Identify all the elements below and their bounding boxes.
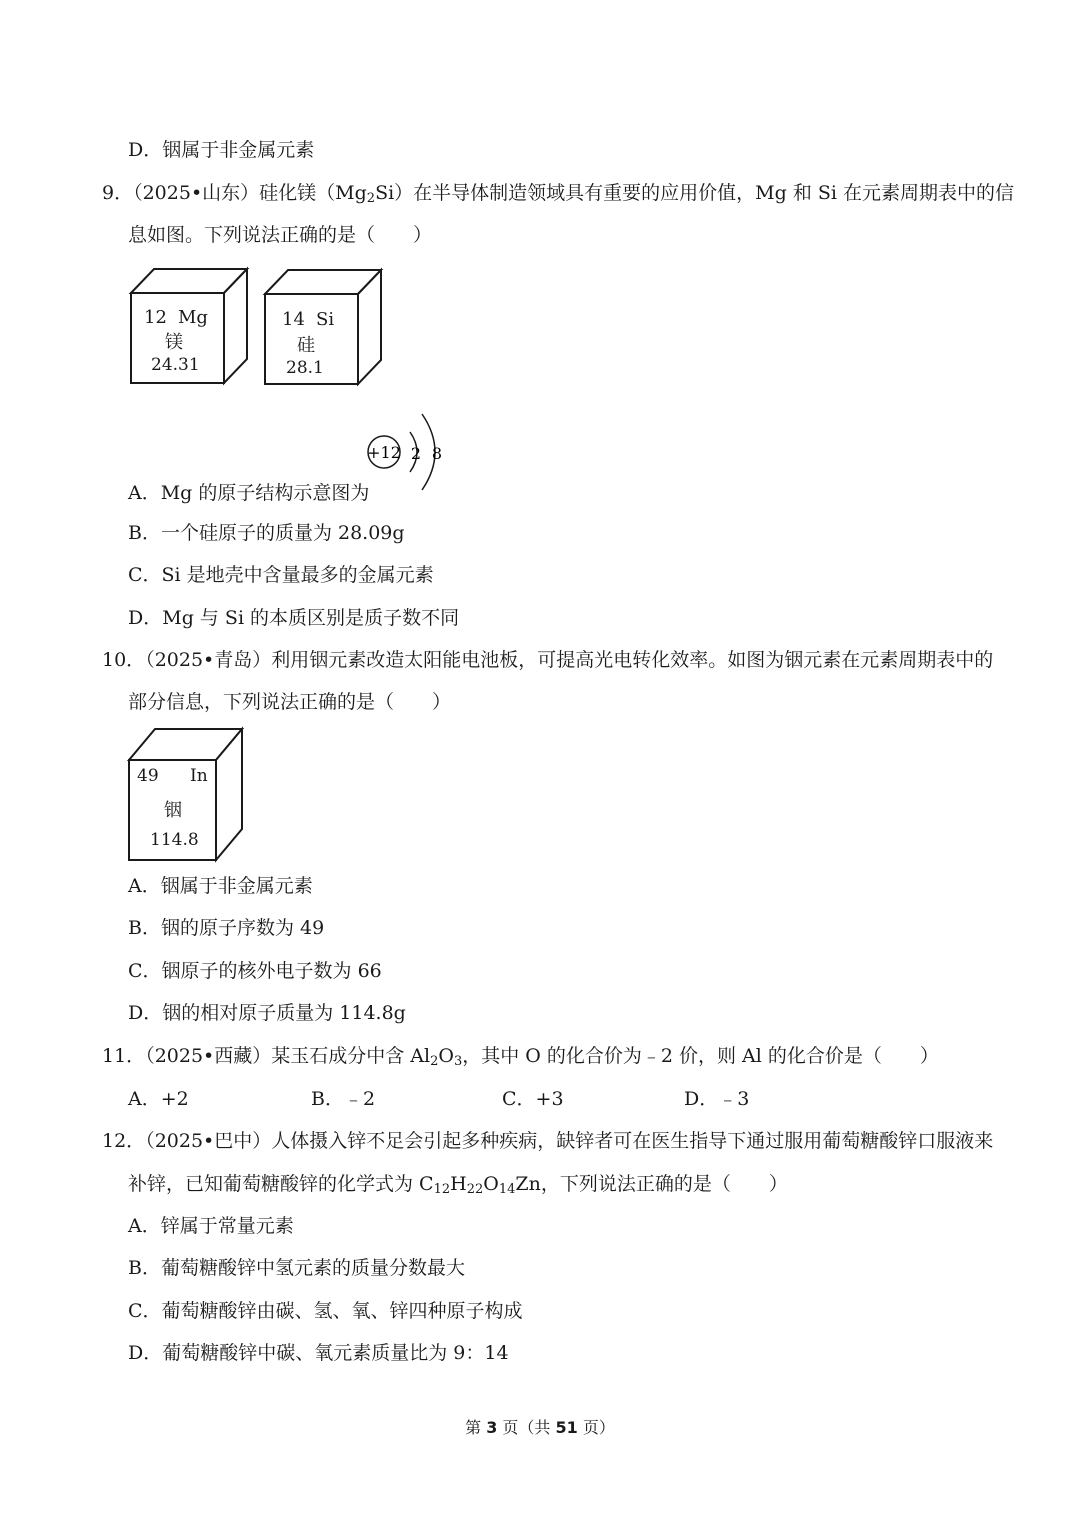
q10-option-c: C．铟原子的核外电子数为 66 (128, 960, 382, 982)
q10-option-b: B．铟的原子序数为 49 (128, 917, 325, 939)
footer-text-2: 页（共 (497, 1418, 556, 1437)
si-element-tile (262, 267, 386, 391)
in-atomic-mass: 114.8 (150, 830, 199, 850)
q9-stem-sub: 2 (366, 191, 376, 206)
mg-name: 镁 (165, 332, 183, 353)
q10-stem-text: 利用铟元素改造太阳能电池板，可提高光电转化效率。如图为铟元素在元素周期表中的 (271, 649, 994, 671)
q10-number: 10． (102, 649, 146, 671)
q12-sub-h: 22 (466, 1182, 484, 1197)
q11-stem-text-2: ，其中 O 的化合价为﹣2 价，则 Al 的化合价是（ ） (462, 1045, 939, 1067)
q11-sub-1: 2 (430, 1054, 439, 1069)
in-atomic-number: 49 (137, 766, 159, 786)
q12-stem (102, 1128, 993, 1154)
footer-page-number: 3 (486, 1418, 498, 1437)
q9-option-a: A．Mg 的原子结构示意图为 (128, 482, 370, 504)
q10-stem-line2: 部分信息，下列说法正确的是（ ） (128, 691, 452, 713)
q12-h: H (450, 1173, 467, 1195)
q12-stem-text: 人体摄入锌不足会引起多种疾病，缺锌者可在医生指导下通过服用葡萄糖酸锌口服液来 (271, 1130, 994, 1152)
q11-stem-o: O (438, 1045, 454, 1067)
q10-option-d: D．铟的相对原子质量为 114.8g (128, 1002, 406, 1024)
q10-source: （2025•青岛） (145, 649, 272, 671)
q12-option-c: C．葡萄糖酸锌由碳、氢、氧、锌四种原子构成 (128, 1300, 523, 1322)
atom-shell-1-electrons: 2 (410, 444, 422, 463)
footer-text-3: 页） (577, 1418, 615, 1437)
q12-sub-c: 12 (433, 1182, 451, 1197)
q11-option-c: C．+3 (502, 1088, 564, 1110)
si-atomic-number: 14 (282, 309, 305, 330)
footer-total-pages: 51 (555, 1418, 578, 1437)
q11-number: 11． (102, 1045, 146, 1067)
q8-option-d: D．铟属于非金属元素 (128, 139, 315, 161)
atom-shell-2-electrons: 8 (431, 444, 443, 463)
q11-stem-text-1: 某玉石成分中含 Al (271, 1045, 431, 1067)
q12-option-b: B．葡萄糖酸锌中氢元素的质量分数最大 (128, 1257, 465, 1279)
q9-stem-text-2: Si）在半导体制造领域具有重要的应用价值，Mg 和 Si 在元素周期表中的信 (375, 182, 1014, 204)
q9-stem (102, 180, 1014, 206)
q11-option-d: D．﹣3 (684, 1088, 750, 1110)
q9-stem-text-1: 硅化镁（Mg (259, 182, 367, 204)
q12-option-a: A．锌属于常量元素 (128, 1215, 294, 1237)
page-footer (0, 1417, 1080, 1439)
q9-stem-line2: 息如图。下列说法正确的是（ ） (128, 224, 433, 246)
q9-option-b: B．一个硅原子的质量为 28.09g (128, 522, 405, 544)
q9-option-d: D．Mg 与 Si 的本质区别是质子数不同 (128, 607, 460, 629)
si-name: 硅 (297, 335, 315, 356)
mg-atom-structure-diagram (362, 402, 452, 506)
q10-stem (102, 647, 993, 673)
mg-element-tile (128, 266, 252, 390)
q12-stem-line2 (128, 1171, 788, 1197)
atom-nucleus-charge: +12 (367, 443, 401, 462)
q11-option-b: B．﹣2 (311, 1088, 376, 1110)
in-element-tile (126, 726, 248, 870)
q11-option-a: A．+2 (128, 1088, 189, 1110)
in-name: 铟 (164, 800, 182, 821)
mg-symbol: Mg (178, 307, 208, 328)
q12-sub-o: 14 (498, 1182, 516, 1197)
q12-line2-text-2: Zn，下列说法正确的是（ ） (515, 1173, 788, 1195)
q9-option-c: C．Si 是地壳中含量最多的金属元素 (128, 564, 434, 586)
in-symbol: In (190, 766, 208, 786)
q12-option-d: D．葡萄糖酸锌中碳、氧元素质量比为 9：14 (128, 1342, 509, 1364)
q11-sub-2: 3 (453, 1054, 463, 1069)
si-symbol: Si (316, 309, 335, 330)
mg-atomic-mass: 24.31 (151, 355, 200, 375)
q9-number: 9． (102, 182, 134, 204)
q9-source: （2025•山东） (133, 182, 260, 204)
q12-number: 12． (102, 1130, 146, 1152)
mg-atomic-number: 12 (144, 307, 167, 328)
q10-option-a: A．铟属于非金属元素 (128, 875, 313, 897)
q12-line2-text-1: 补锌，已知葡萄糖酸锌的化学式为 C (128, 1173, 434, 1195)
footer-text-1: 第 (465, 1418, 487, 1437)
q11-source: （2025•西藏） (145, 1045, 272, 1067)
q12-source: （2025•巴中） (145, 1130, 272, 1152)
q12-o: O (483, 1173, 499, 1195)
si-atomic-mass: 28.1 (286, 358, 324, 378)
q11-stem (102, 1043, 939, 1069)
